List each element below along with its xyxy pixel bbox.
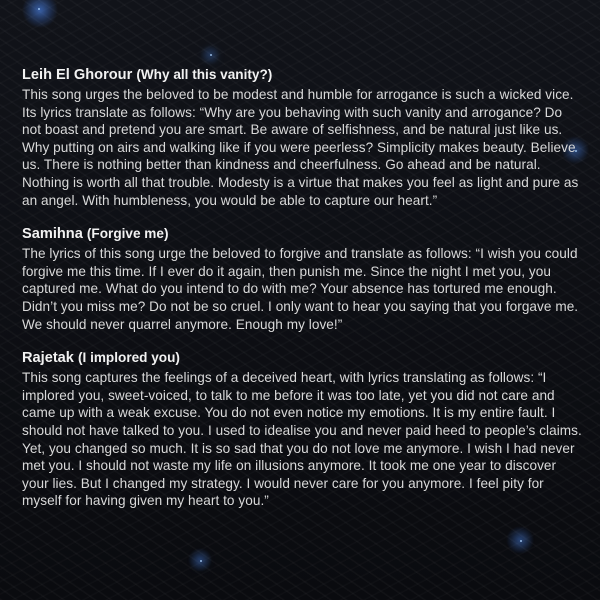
sparkle-decoration: [210, 54, 212, 56]
song-section: [22, 66, 582, 209]
sparkle-decoration: [38, 8, 40, 10]
song-subtitle: (Forgive me): [86, 226, 169, 242]
song-section: [22, 349, 582, 510]
song-title: Leih El Ghorour: [22, 67, 133, 83]
song-description: This song urges the beloved to be modest and humble for arrogance is such a wicked vice. Its lyrics translate as follows: “Why are you behaving with such vanity and arrogance? Do not boast and pretend you are smart. Be aware of selfishness, and be natural just like us. Why putting on airs and walking like if you were peerless? Simplicity makes beauty. Believe us. There is nothing better than kindness and cheerfulness. Go ahead and be natural. Nothing is worth all that trouble. Modesty is a virtue that makes you feel as light and pure as an angel. With humbleness, you would be able to capture our heart.”: [22, 87, 579, 208]
song-title: Rajetak: [22, 350, 74, 367]
sparkle-decoration: [200, 560, 202, 562]
song-title-line: [22, 225, 582, 243]
song-title-line: [22, 349, 582, 367]
song-description: The lyrics of this song urge the beloved to forgive and translate as follows: “I wish you could forgive me this time. If I ever do it again, then punish me. Since the night I met you, you captured me. What do you intend to do with me? Your absence has tortured me enough. Didn’t you miss me? Do not be so cruel. I only want to hear you saying that you forgave me. We should never quarrel anymore. Enough my love!”: [22, 246, 579, 332]
song-title-line: [22, 66, 582, 84]
song-notes: [22, 66, 582, 526]
song-subtitle: (Why all this vanity?): [136, 67, 273, 82]
song-section: [22, 225, 582, 333]
sparkle-decoration: [520, 540, 522, 542]
song-subtitle: (I implored you): [77, 350, 180, 366]
song-title: Samihna: [22, 226, 83, 243]
song-description: This song captures the feelings of a deceived heart, with lyrics translating as follows: “I implored you, sweet-voiced, to talk to me before it was too late, yet you did not care and came up with a weak excuse. You do not even notice my emotions. It is my entire fault. I should not have talked to you. I used to idealise you and never paid heed to people’s claims. Yet, you changed so much. It is so sad that you do not love me anymore. I wish I had never met you. I should not waste my life on illusions anymore. It took me one year to discover your lies. But I changed my strategy. I would never care for you anymore. I feel pity for myself for having given my heart to you.”: [22, 370, 582, 509]
